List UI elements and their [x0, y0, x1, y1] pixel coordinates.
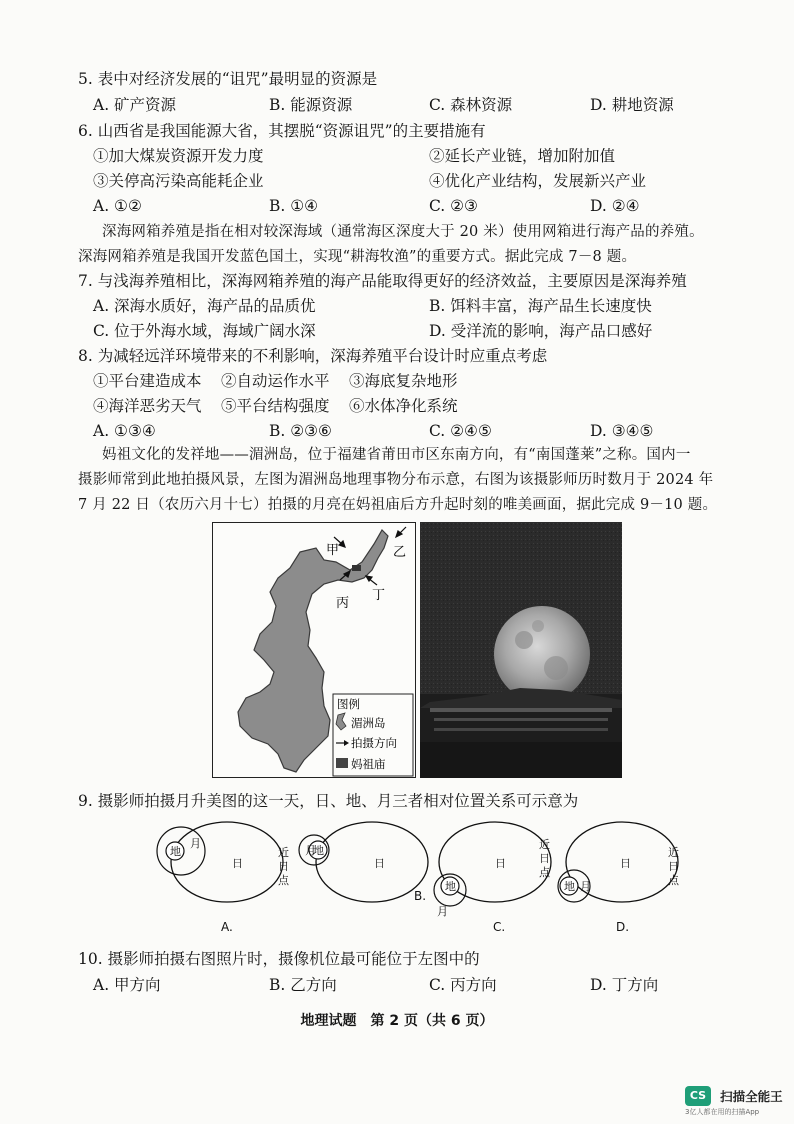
legend-temple-label: 妈祖庙: [351, 757, 386, 771]
q10-option-d: D. 丁方向: [590, 976, 659, 994]
diagram-d-perihelion-3: 点: [668, 874, 679, 887]
diagram-a-moon-label: 月: [190, 837, 201, 850]
q7-stem: 7. 与浅海养殖相比，深海网箱养殖的海产品能取得更好的经济效益，主要原因是深海养殖: [78, 272, 687, 290]
q6-items-row1: [93, 145, 713, 167]
q8-item-4: ④海洋恶劣天气: [93, 397, 202, 415]
q5-stem: 5. 表中对经济发展的“诅咒”最明显的资源是: [78, 70, 378, 88]
intro-9-10-line1: 妈祖文化的发祥地——湄洲岛，位于福建省莆田市区东南方向，有“南国蓬莱”之称。国内一: [102, 447, 691, 463]
q6-option-a: A. ①②: [93, 197, 142, 215]
intro-9-10: [78, 443, 717, 518]
q10-option-b: B. 乙方向: [269, 976, 337, 994]
q5-option-a: A. 矿产资源: [93, 96, 177, 114]
q7-option-c: C. 位于外海水域，海域广阔水深: [93, 322, 316, 340]
q6-options: [93, 195, 733, 217]
q6-item-1: ①加大煤炭资源开发力度: [93, 147, 264, 165]
q7-options-row1: [93, 295, 713, 317]
legend-title: 图例: [337, 697, 360, 711]
label-yi: 乙: [393, 545, 407, 560]
q9-stem: 9. 摄影师拍摄月升美图的这一天，日、地、月三者相对位置关系可示意为: [78, 792, 579, 810]
diagram-c-perihelion-3: 点: [539, 866, 550, 879]
diagram-b-label: B.: [414, 889, 427, 903]
diagram-d-moon-label: 月: [580, 880, 591, 893]
q6-items-row2: [93, 170, 713, 192]
q6-stem: 6. 山西省是我国能源大省，其摆脱“资源诅咒”的主要措施有: [78, 122, 486, 140]
q8-option-b: B. ②③⑥: [269, 422, 332, 440]
q7-option-b: B. 饵料丰富，海产品生长速度快: [429, 297, 652, 315]
q7-option-d: D. 受洋流的影响，海产品口感好: [429, 322, 653, 340]
q8-item-1: ①平台建造成本: [93, 372, 202, 390]
diagram-b-moon-label: 月: [305, 844, 316, 857]
legend-temple-icon: [336, 758, 348, 768]
q6-item-3: ③关停高污染高能耗企业: [93, 172, 264, 190]
q5-option-b: B. 能源资源: [269, 96, 353, 114]
diagram-d-earth-label: 地: [564, 880, 575, 893]
scanner-tagline: 3亿人都在用的扫描App: [685, 1108, 760, 1116]
moon-image: [494, 606, 590, 702]
label-ding: 丁: [372, 588, 386, 603]
q8-item-3: ③海底复杂地形: [349, 372, 458, 390]
legend-island-label: 湄洲岛: [351, 716, 386, 730]
diagram-c-label: C.: [493, 920, 506, 934]
intro-7-8-line2: 深海网箱养殖是我国开发蓝色国土，实现“耕海牧渔”的重要方式。据此完成 7－8 题。: [78, 249, 637, 265]
q7-option-a: A. 深海水质好，海产品的品质优: [93, 297, 316, 315]
q5-option-c: C. 森林资源: [429, 96, 513, 114]
q6-option-d: D. ②④: [590, 197, 640, 215]
label-jia: 甲: [326, 543, 340, 558]
q8-option-d: D. ③④⑤: [590, 422, 654, 440]
temple-marker-icon: [352, 565, 361, 571]
q8-item-5: ⑤平台结构强度: [221, 397, 330, 415]
intro-7-8-line1: 深海网箱养殖是指在相对较深海域（通常海区深度大于 20 米）使用网箱进行海产品的养殖。: [102, 224, 704, 240]
temple-silhouette: [420, 688, 622, 778]
diagram-c-perihelion-2: 日: [539, 852, 550, 865]
intro-9-10-line2: 摄影师常到此地拍摄风景，左图为湄洲岛地理事物分布示意，右图为该摄影师历时数月于 2024 年: [78, 472, 714, 488]
intro-9-10-line3: 7 月 22 日（农历六月十七）拍摄的月亮在妈祖庙后方升起时刻的唯美画面，据此完成 9－10 题。: [78, 497, 718, 513]
q5-options: [93, 94, 733, 116]
q10-options: [93, 974, 733, 996]
diagram-d-perihelion-2: 日: [668, 860, 679, 873]
diagram-c-sun-label: 日: [495, 857, 506, 870]
diagram-a-earth-label: 地: [170, 845, 181, 858]
sun-earth-moon-diagrams: [150, 818, 690, 936]
q8-item-2: ②自动运作水平: [221, 372, 330, 390]
q10-stem: 10. 摄影师拍摄右图照片时，摄像机位最可能位于左图中的: [78, 950, 480, 968]
meizhou-island-map: [212, 522, 416, 778]
scanner-logo-icon: CS: [685, 1086, 711, 1106]
q8-items-row1: [93, 370, 493, 392]
moonrise-photo: [420, 522, 622, 778]
diagram-b-sun-label: 日: [374, 857, 385, 870]
q6-option-b: B. ①④: [269, 197, 319, 215]
diagram-c-perihelion-1: 近: [539, 838, 550, 851]
diagram-d-label: D.: [616, 920, 630, 934]
diagram-a-perihelion-3: 点: [278, 874, 289, 887]
page-footer: 地理试题 第 2 页（共 6 页）: [300, 1013, 494, 1029]
diagram-a-sun-label: 日: [232, 857, 243, 870]
scanner-watermark: [685, 1085, 783, 1116]
q8-item-6: ⑥水体净化系统: [349, 397, 458, 415]
map-legend: [333, 694, 413, 776]
diagram-a-perihelion-1: 近: [278, 846, 289, 859]
legend-direction-label: 拍摄方向: [351, 736, 397, 750]
diagram-option-b: [299, 822, 428, 903]
q8-options: [93, 420, 733, 442]
q8-items-row2: [93, 395, 493, 417]
diagram-a-label: A.: [221, 920, 233, 934]
diagram-d-perihelion-1: 近: [668, 846, 679, 859]
q10-option-a: A. 甲方向: [93, 976, 161, 994]
label-bing: 丙: [336, 596, 350, 611]
diagram-option-a: [157, 822, 290, 934]
diagram-c-moon-label: 月: [437, 905, 448, 918]
q6-item-2: ②延长产业链，增加附加值: [429, 147, 616, 165]
q8-option-c: C. ②④⑤: [429, 422, 492, 440]
diagram-option-c: [434, 822, 551, 934]
diagram-c-earth-label: 地: [445, 880, 456, 893]
q8-stem: 8. 为减轻远洋环境带来的不利影响，深海养殖平台设计时应重点考虑: [78, 347, 548, 365]
q6-option-c: C. ②③: [429, 197, 478, 215]
diagram-d-sun-label: 日: [620, 857, 631, 870]
q8-option-a: A. ①③④: [93, 422, 156, 440]
q5-option-d: D. 耕地资源: [590, 96, 674, 114]
diagram-option-d: [558, 822, 680, 934]
q6-item-4: ④优化产业结构，发展新兴产业: [429, 172, 647, 190]
diagram-b-earth-label: 地: [313, 844, 324, 857]
q10-option-c: C. 丙方向: [429, 976, 497, 994]
q7-options-row2: [93, 320, 713, 342]
intro-7-8: [78, 220, 704, 270]
scanner-name: 扫描全能王: [720, 1088, 783, 1104]
diagram-a-perihelion-2: 日: [278, 860, 289, 873]
